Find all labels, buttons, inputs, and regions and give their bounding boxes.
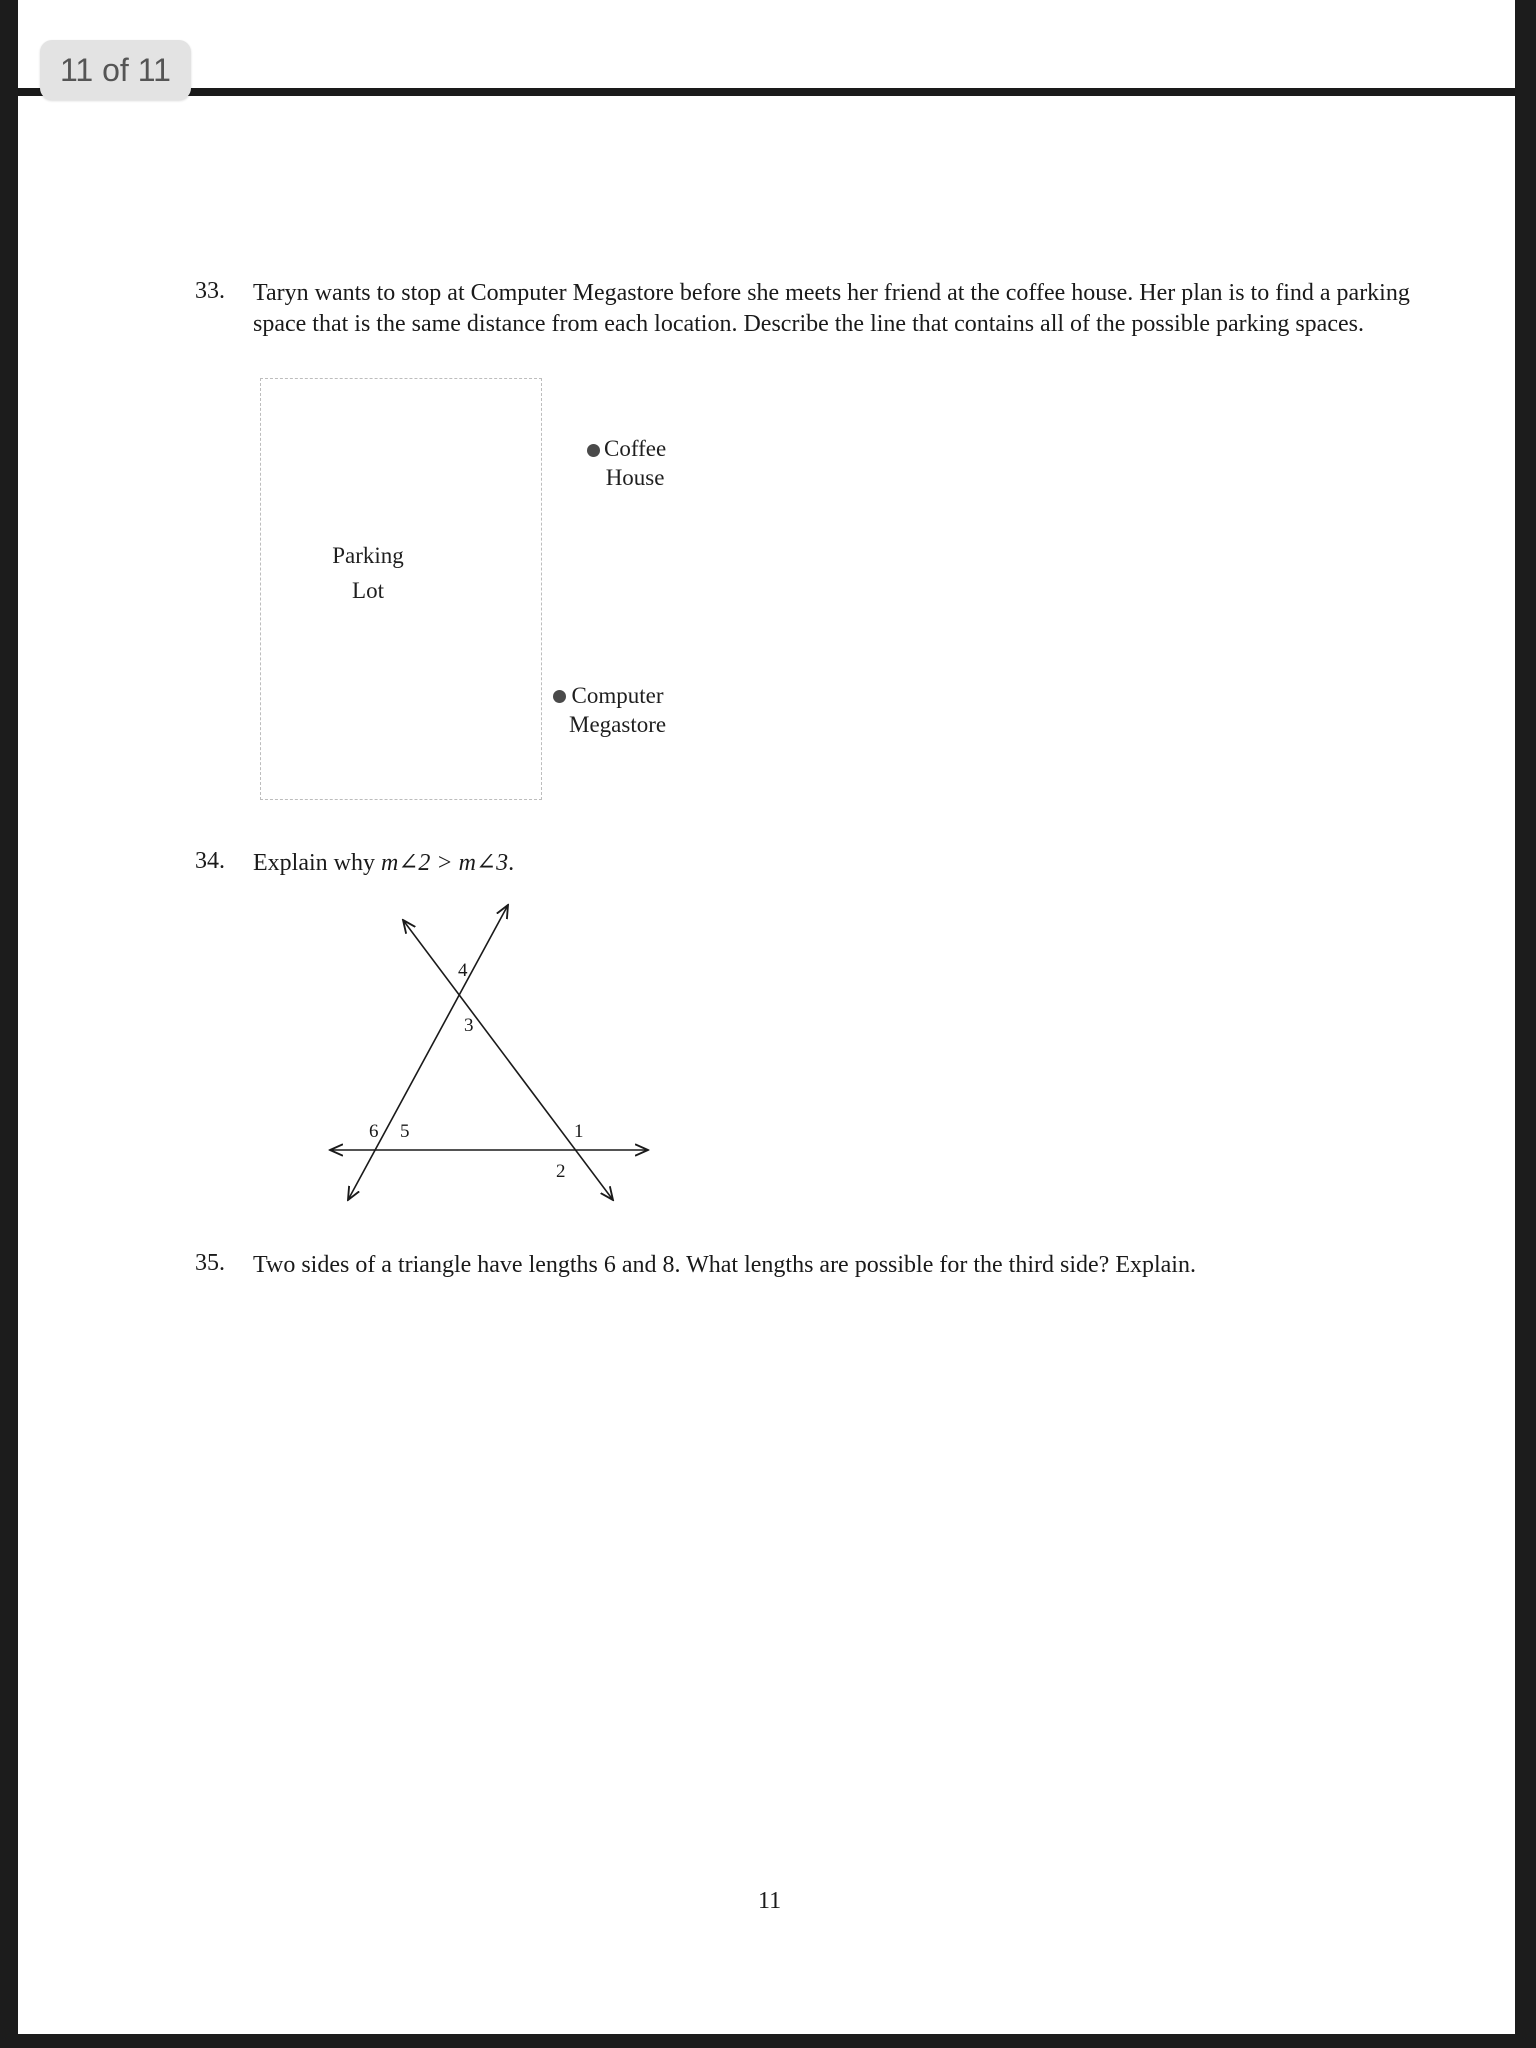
question-text: Taryn wants to stop at Computer Megastore before she meets her friend at the coffee house. Her plan is to find a parking space that is the same distance from each location. Describe the line that contains all of the possible parking spaces.	[253, 280, 1410, 337]
page-indicator: 11 of 11	[40, 40, 191, 100]
angle-label-6: 6	[369, 1121, 379, 1142]
header-rule	[18, 88, 1515, 96]
page-number: 11	[758, 1888, 782, 1914]
question-number: 33.	[195, 278, 225, 304]
angle-label-3: 3	[464, 1015, 474, 1036]
document-page	[18, 0, 1515, 2034]
question-text: Two sides of a triangle have lengths 6 and 8. What lengths are possible for the third side? Explain.	[253, 1252, 1196, 1278]
computer-megastore-label: Computer Megastore	[569, 683, 667, 737]
coffee-house-point	[587, 444, 600, 457]
coffee-house-label: Coffee House	[604, 436, 667, 490]
right-transversal	[403, 920, 613, 1200]
question-number: 34.	[195, 848, 225, 874]
angle-label-4: 4	[458, 960, 468, 981]
parking-lot-label: Parking Lot	[332, 543, 404, 603]
angle-label-1: 1	[574, 1121, 584, 1142]
computer-megastore-point	[553, 690, 566, 703]
angle-comparison: m∠2 > m∠3	[380, 850, 509, 876]
left-transversal	[348, 905, 508, 1200]
triangle-lines	[308, 890, 668, 1220]
question-text: Explain why m∠2 > m∠3.	[253, 850, 515, 876]
angle-label-2: 2	[556, 1161, 566, 1182]
angle-label-5: 5	[400, 1121, 410, 1142]
question-number: 35.	[195, 1250, 225, 1276]
